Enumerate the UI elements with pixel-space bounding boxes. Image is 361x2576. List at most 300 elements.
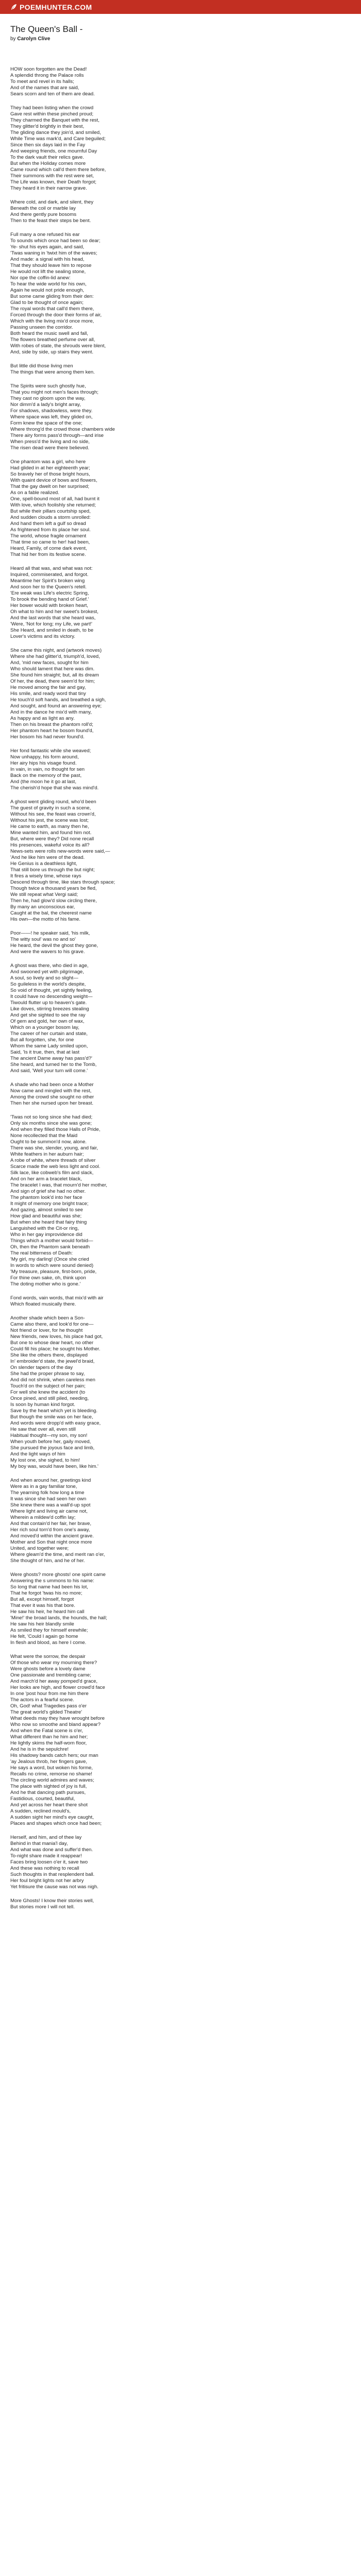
poem-line: Where gleam'd the time, and merit ran o'er, [10, 1552, 105, 1557]
poem-line: Who should lament that here was dim. [10, 666, 95, 672]
poem-line: And in the dance he mix'd with many, [10, 709, 92, 715]
poem-line: The risen dead were there believed. [10, 445, 90, 451]
poem-line: Came round which call'd them there before, [10, 167, 106, 173]
poem-line: Only six months since she was gone; [10, 1121, 92, 1126]
poem-line: And gazing, almost smiled to see [10, 1207, 83, 1213]
poem-stanza [10, 1835, 340, 1890]
poem-line: He would not lift the sealing stone, [10, 269, 86, 275]
poem-line: The actors in a fearful scene. [10, 1697, 74, 1703]
poem-line: HOW soon forgotten are the Dead! [10, 66, 87, 72]
poem-line: And on her arm a bracelet black, [10, 1176, 82, 1182]
poem-stanza [10, 963, 340, 1074]
poem-line: She found him straight; but, all its dream [10, 672, 99, 678]
poem-line: Poor——! he speaker said, 'his milk, [10, 930, 90, 936]
poem-line: But all forgotten, she, for one [10, 1037, 74, 1043]
poem-line: The guest of gravity in such a scene, [10, 805, 91, 811]
poem-line: The bracelet I was, that mourn'd her mother, [10, 1182, 107, 1188]
poem-line: Where light and living air came not, [10, 1509, 88, 1514]
poem-line: He heard, the devil the ghost they gone, [10, 943, 99, 948]
poem-stanza [10, 383, 340, 451]
poem-line: Inquired, commiserated, and forgot. [10, 572, 89, 578]
poem-line: Fastidious, courted, beautiful, [10, 1796, 75, 1802]
poem-line: Silk lace, like cobweb's film and slack, [10, 1170, 94, 1176]
poem-line: To the dark vault their relics gave. [10, 155, 84, 160]
poem-line: 'Were, 'Not for long; my Life, we part!' [10, 621, 92, 627]
poem-line: For shadows, shadowless, were they. [10, 408, 93, 414]
poem-line: A soul, so lively and so slight— [10, 975, 78, 981]
poem-line: And, side by side, up stairs they went. [10, 349, 94, 355]
poem-line: 'My girl, my darling! (Once she cried [10, 1257, 89, 1262]
poem-stanza [10, 199, 340, 224]
poem-line: In vain, in vain, no thought for sen [10, 767, 85, 772]
poem-line: 'Mine!' the broad lands, the hounds, the hall; [10, 1615, 107, 1621]
poem-line: But when the Holiday comes more [10, 161, 86, 166]
poem-line: That the gay dwelt on her surprised; [10, 484, 90, 489]
poem-line: One, spell-bound most of all, had burnt it [10, 496, 100, 502]
poem-line: As smiled they for himself erewhile; [10, 1628, 88, 1633]
poem-line: Scarce made the web less light and cool. [10, 1164, 101, 1170]
poem-line: It might of memory one bright trace; [10, 1201, 89, 1207]
poem-line: Of those who wear my mourning there? [10, 1660, 97, 1666]
poem-line: To-night share made it reappear! [10, 1853, 82, 1859]
poem-stanza [10, 930, 340, 955]
poem-line: One phantom was a girl, who here [10, 459, 86, 465]
poem-line: Places and shapes which once had been; [10, 1821, 102, 1826]
poem-line: Ought to be summon'd now, alone. [10, 1139, 87, 1145]
poem-line: That they should leave him to repose [10, 263, 92, 268]
poem-stanza [10, 566, 340, 640]
poem-stanza [10, 1654, 340, 1827]
poem-line: Recalls no crime, remorse no shame! [10, 1771, 92, 1777]
poem-line: 'Twas not so long since she had died; [10, 1114, 93, 1120]
poem-stanza [10, 1295, 340, 1308]
poem-line: In flesh and blood, as here I come. [10, 1640, 87, 1646]
poem-line: We still repeat what Vergi said; [10, 892, 78, 897]
poem-line: But one to whose dear heart, no other [10, 1340, 94, 1346]
poem-line: And the last words that she heard was, [10, 615, 96, 621]
poem-line: Oh, then the Phantom sank beneath [10, 1244, 90, 1250]
poem-line: The phantom look'd into her face [10, 1195, 83, 1200]
poem-line: And of the names that are said, [10, 85, 79, 91]
poem-line: Her bosom his had never found'd. [10, 734, 85, 740]
poem-line: Now unhappy, his form around, [10, 754, 79, 760]
poem-line: And (the moon he it go at last, [10, 779, 76, 785]
poem-line: One passionate and trembling came; [10, 1672, 91, 1678]
poem-line: That still bore us through the but night; [10, 867, 95, 873]
poem-line: There airy forms pass'd through—and irise [10, 433, 104, 438]
poem-line: Where space was left, they glided on, [10, 414, 93, 420]
poem-line: Then he, had glow'd slow circling there, [10, 898, 97, 904]
poem-line: Without his jest, the scene was lost; [10, 818, 89, 823]
poem-line: And words were dropp'd with easy grace, [10, 1420, 101, 1426]
poem-line: Behind in that mania'l day, [10, 1841, 68, 1846]
poem-line: Both heard the music swell and fall, [10, 331, 88, 336]
poem-line: She thought of him, and he of her. [10, 1558, 85, 1564]
poem-line: But though the smile was on her face, [10, 1414, 93, 1420]
poem-line: She had the proper phrase to say, [10, 1371, 85, 1377]
poem-line: Lover's victims and its victory. [10, 634, 75, 639]
poem-line: But some came gliding from their den: [10, 294, 94, 299]
poem-line: Save by the heart which yet is bleeding. [10, 1408, 98, 1414]
poem-line: Though twice a thousand years be fled, [10, 886, 97, 891]
poem-line: Which on a younger bosom lay, [10, 1025, 79, 1030]
poem-stanza [10, 1082, 340, 1107]
poem-line: Which with the living mix'd once more, [10, 318, 94, 324]
poem-line: And said, 'Well your turn will come.' [10, 1068, 88, 1074]
poem-line: Her rich soul torn'd from one's away, [10, 1527, 90, 1533]
poem-line: She heard, and turned her to the Tomb, [10, 1062, 97, 1067]
poem-line: Mine wanted him, and found him not. [10, 830, 92, 836]
poem-line: In words to which were sound denied) [10, 1263, 94, 1268]
poem-line: So guileless in the world's despite, [10, 981, 86, 987]
poem-body [10, 66, 340, 1910]
poem-line: And sought, and found an answering eye; [10, 703, 102, 709]
poem-line: Such thoughts in that resplendent ball. [10, 1872, 95, 1877]
poem-line: A splendid throng the Palace rolls [10, 73, 84, 78]
poem-stanza [10, 648, 340, 740]
poem-line: More Ghosts! I know their stories well, [10, 1898, 94, 1904]
poem-line: Descend through time, like stars through space; [10, 879, 116, 885]
poem-line: Were ghosts before a lovely dame [10, 1666, 86, 1672]
poem-line: Yet fritisure the cause was not was nigh. [10, 1884, 99, 1890]
poem-line: Another shade which been a Son- [10, 1315, 85, 1321]
poem-stanza [10, 1572, 340, 1646]
poem-line: Were as in a gay familiar tone, [10, 1484, 77, 1489]
poem-stanza [10, 1478, 340, 1564]
poem-line: And when they filled those Halls of Pride, [10, 1127, 101, 1132]
poem-line: By many an unconscious ear, [10, 904, 75, 910]
poem-container [10, 24, 340, 1918]
poem-stanza [10, 459, 340, 558]
poem-stanza [10, 66, 340, 97]
poem-line: My lost one, she sighed, to him! [10, 1458, 80, 1463]
poem-line: For well she knew the accident (to [10, 1389, 86, 1395]
poem-line: There was she, slender, young, and fair, [10, 1145, 99, 1151]
poem-line: But while their pillars courtship sped, [10, 509, 91, 514]
poem-line: Languished with the Cit-or ring, [10, 1226, 79, 1231]
poem-line: He says a word, but woken his forme, [10, 1765, 93, 1771]
poem-line: Had glided in at her eighteenth year; [10, 465, 90, 471]
poem-line: Wherein a mildew'd coffin lay; [10, 1515, 76, 1520]
poem-line: What deeds may they have wrought before [10, 1716, 105, 1721]
poem-line: A ghost was there, who died in age, [10, 963, 89, 969]
poem-line: Without his see, the feast was crown'd, [10, 811, 96, 817]
poem-line: With robes of state, the shrouds were blent, [10, 343, 106, 349]
feather-icon [10, 4, 18, 11]
poem-line: The flowers breathed perfume over all, [10, 337, 95, 343]
poem-line: His smile, and ready word that tiny [10, 691, 86, 697]
poem-line: As on a fable realized. [10, 490, 59, 496]
poem-line: Fond words, vain words, that mix'd with air [10, 1295, 104, 1301]
poem-line: 'And he like him were of the dead. [10, 855, 85, 860]
poem-line: Where she had glitter'd, triumph'd, loved, [10, 654, 100, 659]
poem-line: Since then six days laid in the Fay [10, 142, 86, 148]
poem-line: Full many a one refused his ear [10, 232, 80, 238]
poem-line: On slender tapers of the day [10, 1365, 73, 1370]
poem-line: Nor dimm'd a lady's bright array, [10, 402, 81, 408]
poem-line: She Heard, and smiled in death, to be [10, 628, 94, 633]
poem-line: The doting mother who is gone.' [10, 1281, 81, 1287]
poem-stanza [10, 232, 340, 355]
poem-line: He felt, 'Could I again go home [10, 1634, 78, 1639]
poem-line: Sears scorn and ten of them are dead. [10, 91, 95, 97]
poem-line: The cherish'd hope that she was mind'd. [10, 785, 99, 791]
poem-line: He saw that over all, even still [10, 1427, 76, 1432]
poem-line: That hid her from its festive scene. [10, 552, 86, 557]
poem-line: That you might not men's faces through; [10, 389, 99, 395]
poem-line: A shade who had been once a Mother [10, 1082, 94, 1088]
poem-line: And weeping friends, one mournful Day [10, 148, 97, 154]
poem-line: The real bitterness of Death: [10, 1250, 73, 1256]
poem-line: But when she heard that fairy thing [10, 1219, 87, 1225]
poem-line: While Time was mark'd, and Care beguiled; [10, 136, 106, 142]
poem-line: For thine own sake, oh, think upon [10, 1275, 86, 1281]
poem-line: And were the wavers to his grave. [10, 949, 85, 955]
poem-line: As frightened from its place her soul. [10, 527, 91, 533]
poem-line: Who now so smoothe and bland appear? [10, 1722, 101, 1727]
poem-line: And that contain'd her fair, her brave, [10, 1521, 92, 1527]
poem-line: The yearning folk how long a time [10, 1490, 85, 1496]
poem-line: His shadowy bands catch hers; our man [10, 1753, 99, 1758]
poem-line: Back on the memory of the past, [10, 773, 82, 778]
poem-line: Now came and mingled with the rest, [10, 1088, 92, 1094]
poem-line: Heard, Family, of come dark event, [10, 546, 87, 551]
poem-line: With quaint device of bows and flowers, [10, 478, 97, 483]
poem-line: Of her, the dead, there seem'd for him; [10, 679, 95, 684]
poem-line: They cast no gloom upon the way, [10, 396, 86, 401]
poem-line: In one 'post hour from me him there [10, 1691, 89, 1697]
poem-line: That he forgot 'twas his no more; [10, 1590, 83, 1596]
poem-line: Forced through the door their forms of air, [10, 312, 102, 318]
site-logo[interactable] [10, 0, 92, 14]
poem-line: Which floated musically there. [10, 1301, 76, 1307]
poem-line: Her airy hips his visage found. [10, 760, 77, 766]
poem-line: 'Ere weak was Life's electric Spring, [10, 590, 89, 596]
poem-line: It fires a wisely time, whose rays [10, 873, 81, 879]
poem-line: The ancient Dame away has pass'd?' [10, 1056, 92, 1061]
poem-line: So void of thought, yet sightly feeling, [10, 988, 92, 993]
poem-line: With love, which foolishly she returned; [10, 502, 96, 508]
poem-line: Things which a mother would forbid— [10, 1238, 93, 1244]
poem-line: The witty soul' was no and so' [10, 937, 76, 942]
poem-line: His presences, wakeful voice its all? [10, 842, 90, 848]
poem-line: White feathers in her auburn hair; [10, 1151, 84, 1157]
poem-line: Caught at the bal, the cheerest name [10, 910, 92, 916]
poem-line: A ghost went gliding round, who'd been [10, 799, 96, 805]
poem-line: Where throng'd the crowd those chambers wide [10, 427, 115, 432]
poem-line: To sounds which once had been so dear; [10, 238, 101, 244]
poem-line: He lightly skims the half-worn floor, [10, 1740, 87, 1746]
poem-stanza [10, 1315, 340, 1470]
poem-line: Gave rest within these pinched proud; [10, 111, 94, 117]
poem-line: Is soon by human kind forgot. [10, 1402, 75, 1408]
poem-line: News-sets were rolls new-words were said,— [10, 849, 110, 854]
poem-line: And the light ways of him [10, 1451, 65, 1457]
poem-byline [10, 36, 340, 42]
poem-line: Her phantom heart he bosom found'd, [10, 728, 94, 734]
poem-line: Like doves, stirring breezes stealing [10, 1006, 89, 1012]
poem-line: The great world's gilded Theatre' [10, 1709, 82, 1715]
poem-line: She knew there was a wall'd-up spot [10, 1502, 91, 1508]
poem-stanza [10, 1898, 340, 1910]
poem-line: He touch'd soft hands, and breathed a sigh, [10, 697, 106, 703]
poem-line: Meantime her Spirit's broken wing [10, 578, 85, 584]
poem-line: Came also there, and look'd for one— [10, 1321, 94, 1327]
poem-line: And when around her, greetings kind [10, 1478, 91, 1483]
poem-line: But all, except himself, forgot [10, 1597, 74, 1602]
poem-line: Could fill his place; he sought his Mother. [10, 1346, 101, 1352]
poem-line: And sudden clouds a storm unrolled: [10, 515, 91, 520]
poem-line: The gliding dance they join'd, and smiled, [10, 130, 101, 135]
poem-line: Who in her gay improvidence did [10, 1232, 83, 1238]
poem-line: She like the others there, displayed [10, 1352, 88, 1358]
poem-line: Oh what to him and her sweet's brokest, [10, 609, 99, 615]
poem-line: Again he would not pride enough, [10, 287, 84, 293]
poem-line: He saw his heir, he heard him call [10, 1609, 85, 1615]
site-header [0, 0, 361, 14]
poem-line: A sudden, reclined mould's, [10, 1808, 71, 1814]
poem-line: Beneath the coil or marble lay [10, 206, 76, 211]
poem-line: That ever it was his that bore. [10, 1603, 75, 1608]
poem-line: 'Twas waning in 'twixt him of the waves; [10, 250, 97, 256]
poem-line: How glad and beautiful was she; [10, 1213, 82, 1219]
poem-line: And hand them left a gulf so dread [10, 521, 86, 527]
poem-line: As happy and as light as any. [10, 716, 75, 721]
poem-line: Whom the same Lady smiled upon, [10, 1043, 88, 1049]
poem-line: Her looks are high, and flower crowd'd face [10, 1685, 105, 1690]
poem-line: Her foul bright lights not her arbry [10, 1878, 84, 1884]
poem-line: He saw his heir blandly smile [10, 1621, 74, 1627]
poem-line: 'My treasure, pleasure, first-born, pride, [10, 1269, 97, 1275]
poem-line: He Genius is a deathless light, [10, 861, 77, 867]
poem-line: The royal words that call'd them there, [10, 306, 94, 312]
poem-line: And sign of grief she had no other. [10, 1189, 86, 1194]
poem-line: He moved among the fair and gay, [10, 685, 86, 690]
poem-line: She came this night, and (artwork moves) [10, 648, 102, 653]
poem-line: When youth before her, gaily moved, [10, 1439, 91, 1445]
poem-line: But stories more I will not tell. [10, 1904, 75, 1910]
poem-line: Then to the feast their steps be bent. [10, 218, 91, 224]
poem-line: Ye- shut his eyes again, and said, [10, 244, 85, 250]
poem-line: None recollected that the Maid [10, 1133, 78, 1139]
poem-line: Her bower would with broken heart, [10, 603, 88, 608]
poem-line: And march'd her away pomped'd grace, [10, 1679, 97, 1684]
poem-line: And when the Fatal scene is o'er, [10, 1728, 84, 1734]
poem-title: The Queen's Ball - [10, 24, 83, 34]
poem-line: And made: a signal with his head, [10, 257, 85, 262]
poem-line: In' embroider'd state, the jewel'd braid, [10, 1359, 95, 1364]
poem-stanza [10, 105, 340, 192]
poem-line: They heard it in their narrow grave. [10, 185, 87, 191]
poem-line: Said, 'Is it true, then, that at last [10, 1049, 80, 1055]
poem-line: The things that were among them ken. [10, 369, 95, 375]
poem-line: Were ghosts? more ghosts! one spirit came [10, 1572, 106, 1578]
poem-line: Then her she nursed upon her breast. [10, 1100, 94, 1106]
poem-stanza [10, 748, 340, 791]
poem-line: The world, whose fragile ornament [10, 533, 87, 539]
poem-line: New friends, new loves, his place had got, [10, 1334, 103, 1340]
poem-line: And did not shrink, when careless men [10, 1377, 95, 1383]
poem-line: Her fond fantastic while she weaved; [10, 748, 91, 754]
poem-line: So bravely her of those bright hours, [10, 471, 90, 477]
poem-line: Tiwould flutter up to heaven's gate. [10, 1000, 87, 1006]
poem-line: To meet and revel in its halls; [10, 79, 74, 84]
poem-line: Habitual thought—my son, my son! [10, 1433, 88, 1438]
poem-line: And he is in the sepulchre! [10, 1747, 69, 1752]
poem-line: And what was done and suffer'd then. [10, 1847, 93, 1853]
poem-line: Oh, God! what Tragedies pass o'er [10, 1703, 87, 1709]
poem-line: And there gently pure bosoms [10, 212, 76, 217]
poem-author-link[interactable]: Carolyn Clive [17, 36, 51, 42]
poem-line: The place with sighted of joy is full, [10, 1784, 87, 1789]
poem-line: Where cold, and dark, and silent, they [10, 199, 94, 205]
poem-line: The Life was known, their Death forgot; [10, 179, 96, 185]
poem-line: And get she sighted to see the ray [10, 1012, 86, 1018]
byline-prefix: by [10, 36, 16, 42]
poem-line: A robe of white, where threads of silver [10, 1158, 96, 1163]
poem-line: And yet across her heart there shot [10, 1802, 88, 1808]
poem-line: Among the crowd she sought no other [10, 1094, 94, 1100]
poem-line: Glad to be thought of once again; [10, 300, 84, 306]
poem-line: The circling world admires and waves; [10, 1777, 94, 1783]
poem-line: So long that name had been his lot, [10, 1584, 88, 1590]
poem-line: Passing unseen the corridor. [10, 325, 73, 330]
poem-line: Heard all that was, and what was not: [10, 566, 93, 571]
poem-line: It could have no descending weight— [10, 994, 93, 999]
poem-line: Answering the s ummons to his name: [10, 1578, 94, 1584]
poem-line: United, and together were; [10, 1546, 69, 1551]
poem-line: Mother and Son that night once more [10, 1539, 92, 1545]
poem-line: What were the sorrow, the despair [10, 1654, 86, 1659]
poem-stanza [10, 1114, 340, 1287]
poem-line: To brook the bending hand of Grief.' [10, 597, 89, 602]
poem-line: They had been listing when the crowd [10, 105, 94, 111]
poem-stanza [10, 799, 340, 923]
poem-line: And these was nothing to recall [10, 1866, 79, 1871]
poem-line: He came to earth, as many then he, [10, 824, 89, 829]
poem-line: And soon her to the Queen's retell. [10, 584, 87, 590]
poem-line: 'ay Jealous throb, her fingers gave, [10, 1759, 88, 1765]
poem-line: Herself, and him, and of thee lay [10, 1835, 82, 1840]
poem-line: But, where were they? Did none recall [10, 836, 94, 842]
poem-stanza [10, 363, 340, 376]
poem-line: A sudden sight her mind's eye caught, [10, 1815, 94, 1820]
poem-line: What different than he him and her; [10, 1734, 88, 1740]
poem-line: Their summons with the rest were set, [10, 173, 94, 179]
poem-line: And moved'd within the ancient grave. [10, 1533, 94, 1539]
poem-line: Form knew the space of the one; [10, 420, 83, 426]
poem-line: My boy was, would have been, like him.' [10, 1464, 99, 1469]
poem-line: Of gem and gold, her own of wax, [10, 1019, 85, 1024]
poem-line: Faces bring loosen o'er it, save two [10, 1859, 88, 1865]
poem-line: To hear the wide world for his own, [10, 281, 87, 287]
poem-line: When press'd the living and no side, [10, 439, 90, 445]
poem-line: And he that dancing path pursues, [10, 1790, 86, 1795]
poem-line: Touch'd on the subject of her pain; [10, 1383, 86, 1389]
poem-line: It was since she had seen her own [10, 1496, 87, 1502]
poem-line: The Spirits were such ghostly hue, [10, 383, 86, 389]
poem-line: And swooned yet with pilgrimage, [10, 969, 84, 975]
poem-line: Once pined, and still piled, needing, [10, 1396, 89, 1401]
poem-line: She pursued the joyous face and limb, [10, 1445, 95, 1451]
poem-line: The career of her curtain and state, [10, 1031, 88, 1037]
site-logo-text: POEMHUNTER.COM [20, 3, 92, 11]
poem-line: Nor ope the coffin-lid anew: [10, 275, 71, 281]
poem-line: His own—the motto of his fame. [10, 917, 80, 922]
poem-line: Then on his breast the phantom roll'd; [10, 722, 93, 727]
poem-line: They charmed the Banquet with the rest, [10, 117, 100, 123]
poem-line: But little did those living men [10, 363, 73, 369]
